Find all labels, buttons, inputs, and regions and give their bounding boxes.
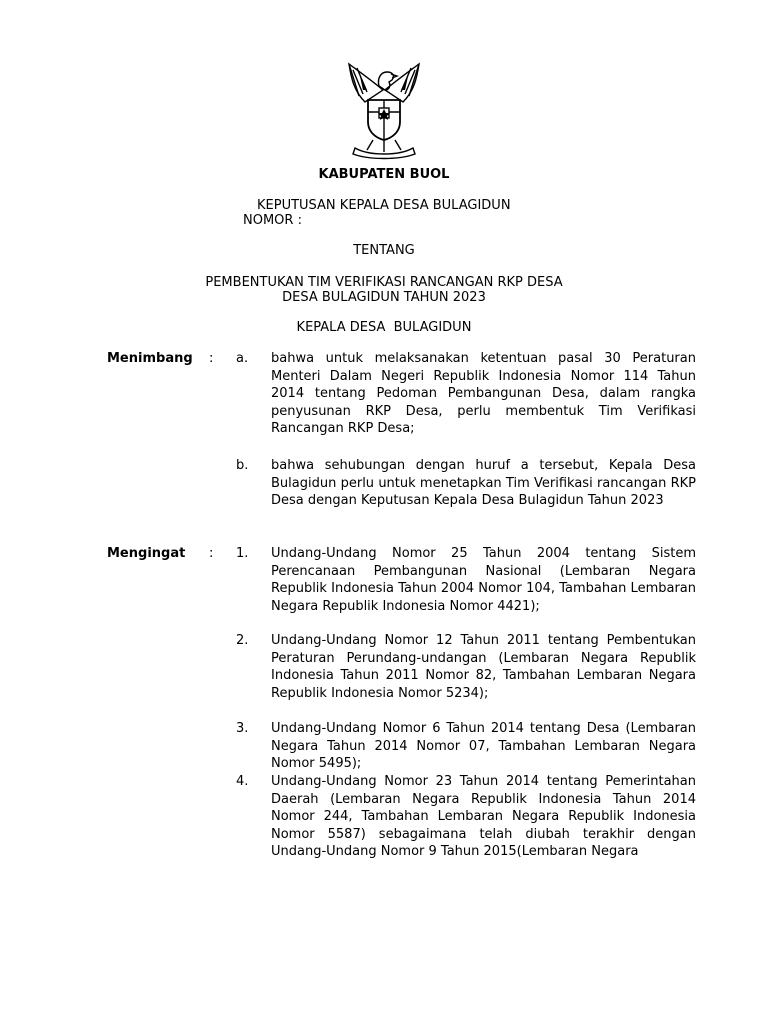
item-marker: 2. (236, 633, 249, 648)
item-marker: b. (236, 458, 249, 473)
region-title: KABUPATEN BUOL (318, 167, 450, 182)
item-marker: a. (236, 351, 249, 366)
section-label: Mengingat (107, 546, 186, 561)
subject-line-2: DESA BULAGIDUN TAHUN 2023 (282, 290, 486, 305)
head-title: KEPALA DESA BULAGIDUN (296, 320, 472, 335)
subject-line-1: PEMBENTUKAN TIM VERIFIKASI RANCANGAN RKP DESA (205, 275, 563, 290)
decision-title: KEPUTUSAN KEPALA DESA BULAGIDUN (257, 198, 511, 213)
section-label: Menimbang (107, 351, 193, 366)
item-text: bahwa untuk melaksanakan ketentuan pasal 30 Peraturan Menteri Dalam Negeri Republik Indonesia Nomor 114 Tahun 2014 tentang Pedoman Pembangunan Desa, dalam rangka penyusunan RKP Desa, perlu membentuk Tim Verifikasi Rancangan RKP Desa; (271, 351, 696, 436)
item-text: Undang-Undang Nomor 25 Tahun 2004 tentang Sistem Perencanaan Pembangunan Nasional (Lembaran Negara Republik Indonesia Tahun 2004 Nomor 104, Tambahan Lembaran Negara Republik Indonesia Nomor 4421); (271, 546, 696, 614)
item-marker: 1. (236, 546, 249, 561)
section-colon: : (209, 351, 214, 366)
about-heading: TENTANG (353, 243, 415, 258)
garuda-pancasila-emblem-icon (343, 60, 425, 160)
item-text: bahwa sehubungan dengan huruf a tersebut, Kepala Desa Bulagidun perlu untuk menetapkan Tim Verifikasi rancangan RKP Desa dengan Keputusan Kepala Desa Bulagidun Tahun 2023 (271, 458, 696, 508)
item-marker: 3. (236, 721, 249, 736)
section-colon: : (209, 546, 214, 561)
decision-number: NOMOR : (243, 213, 302, 228)
item-text: Undang-Undang Nomor 12 Tahun 2011 tentang Pembentukan Peraturan Perundang-undangan (Lembaran Negara Republik Indonesia Tahun 2011 Nomor 82, Tambahan Lembaran Negara Republik Indonesia Nomor 5234); (271, 633, 696, 701)
item-text: Undang-Undang Nomor 6 Tahun 2014 tentang Desa (Lembaran Negara Tahun 2014 Nomor 07, Tambahan Lembaran Negara Nomor 5495); (271, 721, 696, 771)
item-marker: 4. (236, 774, 249, 789)
item-text: Undang-Undang Nomor 23 Tahun 2014 tentang Pemerintahan Daerah (Lembaran Negara Republik Indonesia Tahun 2014 Nomor 244, Tambahan Lembaran Negara Republik Indonesia Nomor 5587) sebagaimana telah diubah terakhir dengan Undang-Undang Nomor 9 Tahun 2015(Lembaran Negara (271, 774, 696, 859)
